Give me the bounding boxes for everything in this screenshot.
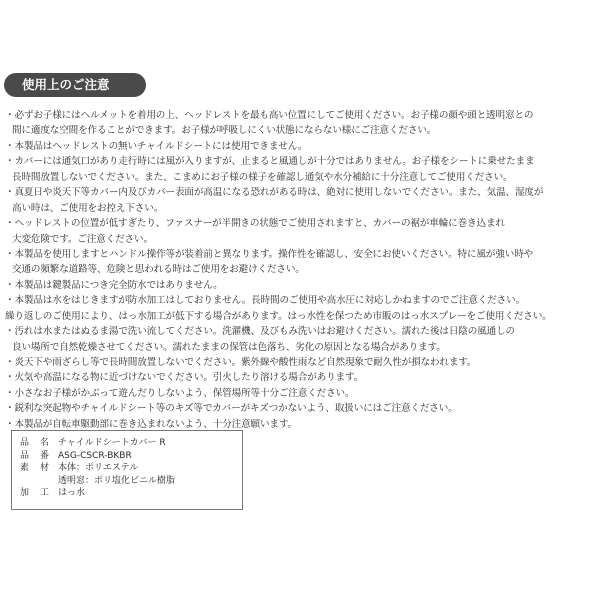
caution-line: 良い場所で自然乾燥させてください。濡れたままの保管は色落ち、劣化の原因となる場合があります。 <box>12 341 446 353</box>
section-title: 使用上のご注意 <box>4 73 146 97</box>
caution-line: 間に適度な空間を作ることができます。お子様が呼吸しにくい状態にならない様にご注意ください。 <box>12 125 437 137</box>
caution-line: ・カバーには通気口があり走行時には風が入りますが、止まると風通しが十分ではありません。お子様をシートに乗せたまま <box>5 156 535 168</box>
caution-line: 大変危険です。ご注意ください。 <box>12 233 153 245</box>
caution-line: ・本製品は水をはじきますが防水加工はしておりません。長時間のご使用や高水圧に対応しかねますのでご注意ください。 <box>5 295 525 307</box>
caution-line: ・本製品は鍵製品につき完全防水ではありません。 <box>5 279 223 291</box>
caution-line: ・小さなお子様がかぶって遊んだりしないよう、保管場所等十分ご注意ください。 <box>5 387 355 399</box>
spec-value: チャイルドシートカバー R <box>58 438 166 448</box>
spec-row <box>20 462 138 474</box>
caution-line: ・本製品はヘッドレストの無いチャイルドシートには使用できません。 <box>5 140 308 152</box>
caution-line: ・汚れは水またはぬるま湯で洗い流してください。洗濯機、及びもみ洗いはお避けください。濡れた後は日陰の風通しの <box>5 326 515 338</box>
spec-label: 品 番 <box>20 450 51 461</box>
spec-label: 品 名 <box>20 438 51 448</box>
product-spec-box <box>11 430 243 510</box>
caution-line: ・炎天下や雨ざらし等で長時間放置しないでください。紫外線や酸性雨など自然現象で耐久性が損なわれます。 <box>5 357 477 368</box>
caution-line: ・必ずお子様にはヘルメットを着用の上、ヘッドレストを最も高い位置にしてご使用ください。お子様の顔や頭と透明窓との <box>5 110 534 121</box>
caution-line: ・本製品が自転車駆動部に巻き込まれないよう、十分注意願います。 <box>5 418 297 430</box>
caution-line: ・ヘッドレストの位置が低すぎたり、ファスナーが半開きの状態でご使用されますと、カバーの裾が車輪に巻き込まれ <box>5 218 505 230</box>
spec-value: 透明窓：ポリ塩化ビニル樹脂 <box>58 475 176 486</box>
caution-line: ・真夏日や炎天下等カバー内及びカバー表面が高温になる恐れがある時は、絶対に使用しないでください。また、気温、湿度が <box>5 187 544 199</box>
caution-line: ・鋭利な突起物やチャイルドシート等のキズ等でカバーがキズつかないよう、取扱いにはご注意ください。 <box>5 403 458 415</box>
spec-value: はっ水 <box>58 488 86 498</box>
spec-value: 本体：ポリエステル <box>58 463 139 473</box>
spec-value: ASG-CSCR-BKBR <box>58 450 132 461</box>
spec-row <box>20 437 166 449</box>
spec-row <box>20 475 175 487</box>
spec-label: 加 工 <box>20 488 51 498</box>
spec-row <box>20 450 132 462</box>
caution-line: ・火気や高温になる物に近づけないでください。引火したり溶ける場合があります。 <box>5 372 364 384</box>
spec-row <box>20 487 85 499</box>
caution-line: 交通の頻繁な道路等、危険と思われる時はご使用をお避けください。 <box>12 264 305 276</box>
caution-line: ・本製品を使用しますとハンドル操作等が装着前と異なります。操作性を確認し、安全にお使いください。特に風が強い時や <box>5 248 534 260</box>
caution-list <box>5 108 597 432</box>
caution-line: 高い時は、ご使用をお控え下さい。 <box>12 202 164 214</box>
caution-line: 繰り返しのご使用により、はっ水加工が低下する場合があります。はっ水性を保つため市販のはっ水スプレーをご使用ください。 <box>5 310 552 322</box>
caution-line: 長時間放置しないでください。また、こまめにお子様の様子を確認し通気や水分補給に十分注意してご使用ください。 <box>12 171 513 183</box>
spec-label: 素 材 <box>20 463 51 473</box>
